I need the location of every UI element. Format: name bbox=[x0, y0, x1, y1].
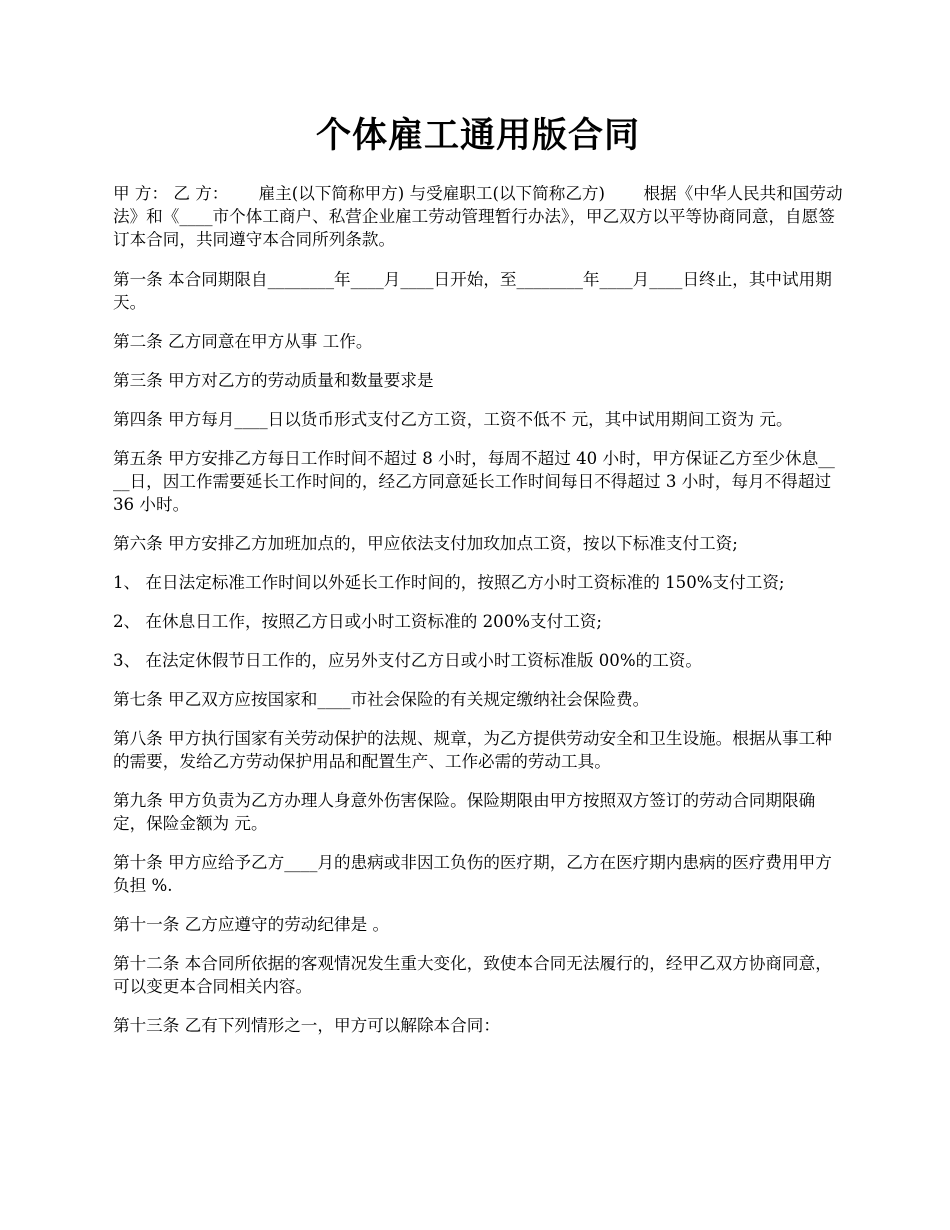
article-7-paragraph: 第七条 甲乙双方应按国家和____市社会保险的有关规定缴纳社会保险费。 bbox=[113, 690, 650, 709]
article-9-paragraph: 第九条 甲方负责为乙方办理人身意外伤害保险。保险期限由甲方按照双方签订的劳动合同期限确定，保险金额为 元。 bbox=[113, 791, 816, 833]
document-page bbox=[113, 0, 843, 1053]
article-4-paragraph: 第四条 甲方每月____日以货币形式支付乙方工资，工资不低不 元，其中试用期间工资为 元。 bbox=[113, 410, 793, 429]
article-5-paragraph: 第五条 甲方安排乙方每日工作时间不超过 8 小时，每周不超过 40 小时，甲方保证乙方至少休息____日，因工作需要延长工作时间的，经乙方同意延长工作时间每日不得超过 3 小时，每月不得超过 36 小时。 bbox=[113, 449, 835, 514]
article-10-paragraph: 第十条 甲方应给予乙方____月的患病或非因工负伤的医疗期，乙方在医疗期内患病的医疗费用甲方负担 %. bbox=[113, 853, 832, 895]
article-2-paragraph: 第二条 乙方同意在甲方从事 工作。 bbox=[113, 332, 373, 351]
article-6-paragraph: 第六条 甲方安排乙方加班加点的，甲应依法支付加玫加点工资，按以下标准支付工资; bbox=[113, 534, 738, 553]
article-6-item-2: 2、 在休息日工作，按照乙方日或小时工资标准的 200%支付工资; bbox=[113, 612, 602, 631]
article-8-paragraph: 第八条 甲方执行国家有关劳动保护的法规、规章，为乙方提供劳动安全和卫生设施。根据从事工种的需要，发给乙方劳动保护用品和配置生产、工作必需的劳动工具。 bbox=[113, 729, 832, 771]
article-6-item-3: 3、 在法定休假节日工作的，应另外支付乙方日或小时工资标准版 00%的工资。 bbox=[113, 651, 702, 670]
article-3-paragraph: 第三条 甲方对乙方的劳动质量和数量要求是 bbox=[113, 371, 434, 390]
document-title: 个体雇工通用版合同 bbox=[315, 115, 640, 156]
article-6-item-1: 1、 在日法定标准工作时间以外延长工作时间的，按照乙方小时工资标准的 150%支付工资; bbox=[113, 573, 785, 592]
document-body bbox=[113, 182, 843, 1037]
preamble-paragraph: 甲 方： 乙 方： 雇主(以下简称甲方) 与受雇职工(以下简称乙方) 根据《中华人民共和国劳动法》和《____市个体工商户、私营企业雇工劳动管理暂行办法》，甲乙双方以平等协商同意，自愿签订本合同，共同遵守本合同所列条款。 bbox=[113, 184, 843, 249]
article-13-paragraph: 第十三条 乙有下列情形之一，甲方可以解除本合同： bbox=[113, 1016, 500, 1035]
article-12-paragraph: 第十二条 本合同所依据的客观情况发生重大变化，致使本合同无法履行的，经甲乙双方协商同意，可以变更本合同相关内容。 bbox=[113, 954, 832, 996]
article-11-paragraph: 第十一条 乙方应遵守的劳动纪律是 。 bbox=[113, 915, 390, 934]
article-1-paragraph: 第一条 本合同期限自________年____月____日开始，至________年____月____日终止，其中试用期 天。 bbox=[113, 270, 832, 312]
